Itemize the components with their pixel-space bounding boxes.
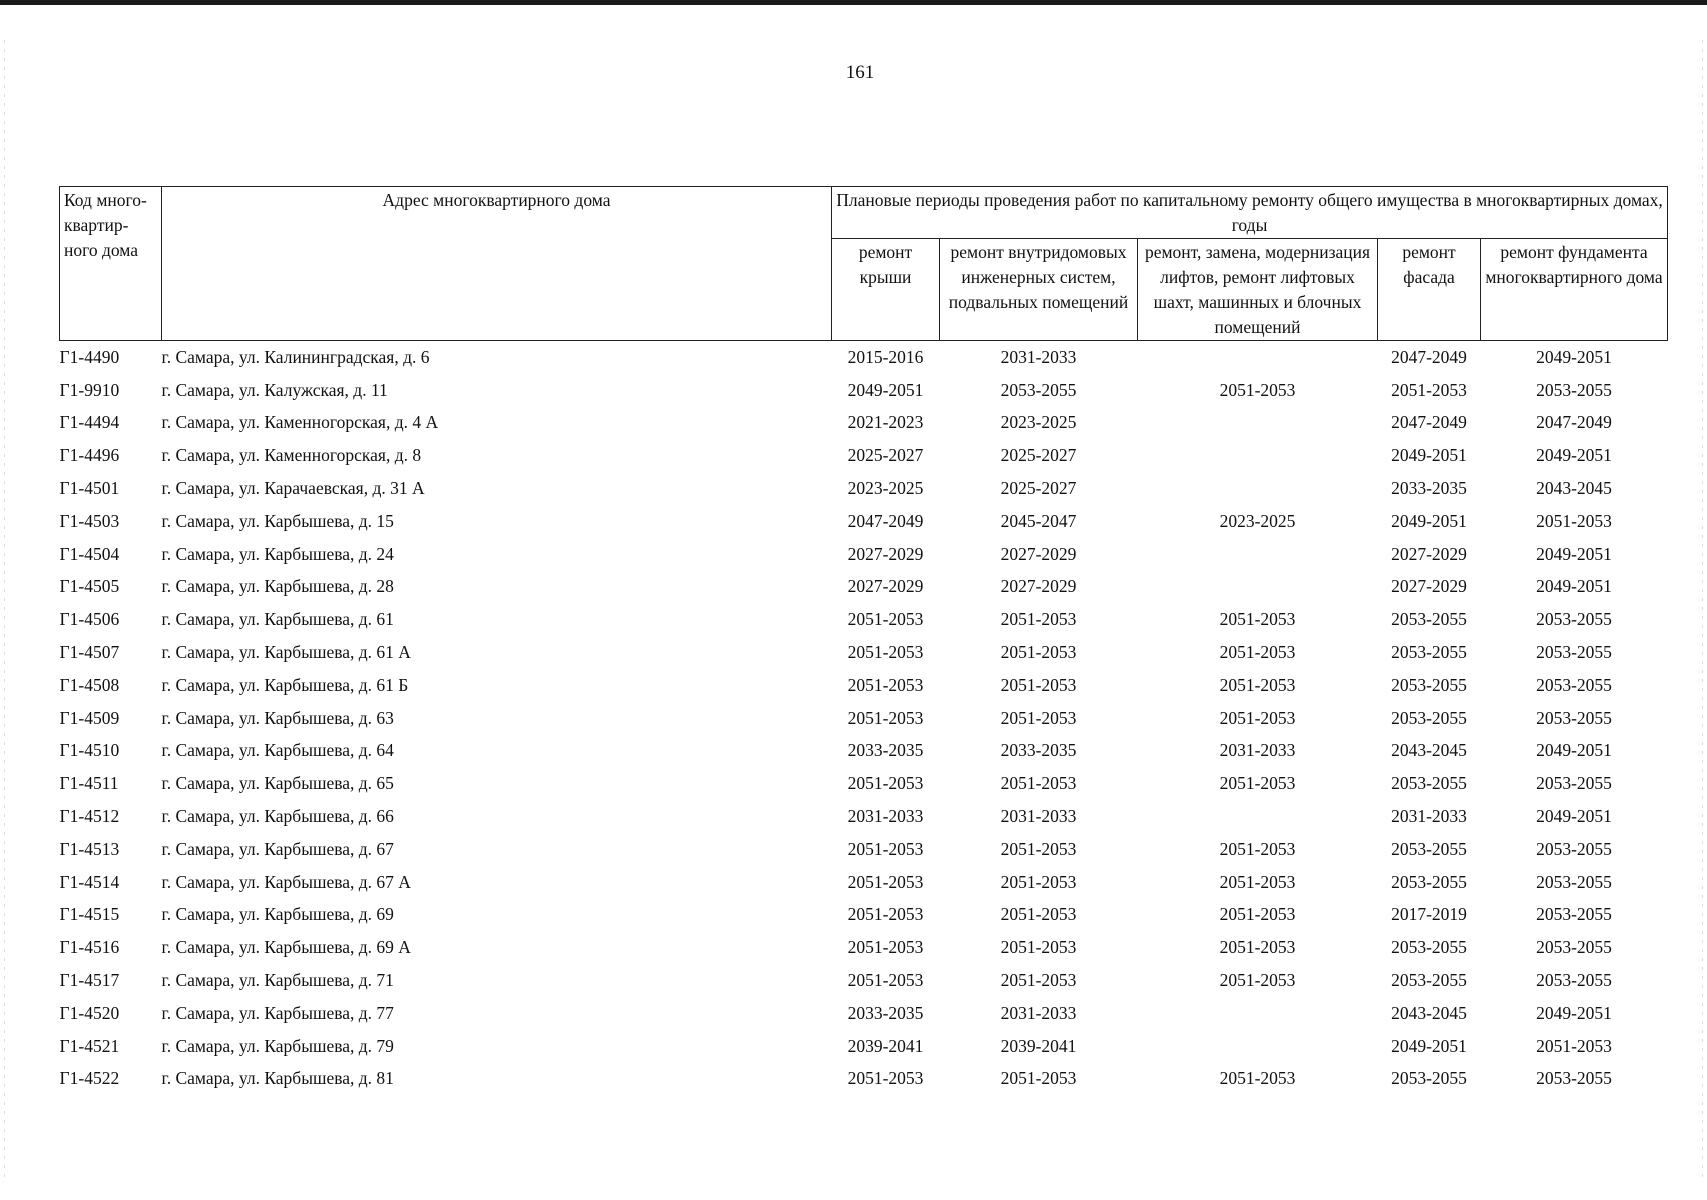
- cell-roof: 2051-2053: [847, 937, 924, 958]
- cell-roof: 2025-2027: [847, 445, 924, 466]
- cell-roof: 2051-2053: [847, 609, 924, 630]
- cell-elevators: 2051-2053: [1219, 970, 1296, 991]
- cell-facade: 2049-2051: [1391, 445, 1467, 466]
- cell-address: г. Самара, ул. Карбышева, д. 66: [161, 806, 394, 827]
- cell-foundation: 2043-2045: [1536, 478, 1612, 499]
- cell-address: г. Самара, ул. Карбышева, д. 61 Б: [161, 674, 409, 695]
- cell-elevators: 2051-2053: [1219, 773, 1296, 794]
- cell-elevators: [1138, 439, 1378, 472]
- cell-facade: 2031-2033: [1391, 806, 1467, 827]
- cell-foundation: 2049-2051: [1536, 740, 1612, 761]
- cell-code: Г1-4507: [59, 642, 120, 663]
- cell-engineering: 2051-2053: [1000, 871, 1077, 892]
- cell-facade: 2053-2055: [1391, 642, 1467, 663]
- cell-elevators: [1138, 997, 1378, 1030]
- capital-repair-schedule-table: [59, 186, 1668, 1095]
- cell-facade: 2053-2055: [1391, 773, 1467, 794]
- cell-code: Г1-4511: [59, 773, 119, 794]
- cell-elevators: [1138, 538, 1378, 571]
- table-row: [60, 571, 1668, 604]
- cell-roof: 2023-2025: [847, 478, 924, 499]
- table-row: [60, 1063, 1668, 1096]
- cell-roof: 2047-2049: [847, 510, 924, 531]
- cell-code: Г1-4503: [59, 510, 120, 531]
- cell-elevators: 2051-2053: [1219, 707, 1296, 728]
- cell-facade: 2053-2055: [1391, 871, 1467, 892]
- cell-foundation: 2053-2055: [1536, 707, 1612, 728]
- table-row: [60, 735, 1668, 768]
- cell-engineering: 2031-2033: [1000, 346, 1077, 367]
- cell-elevators: 2023-2025: [1219, 510, 1296, 531]
- cell-code: Г1-4508: [59, 674, 120, 695]
- cell-roof: 2051-2053: [847, 642, 924, 663]
- header-facade: ремонт фасада: [1378, 239, 1481, 341]
- cell-engineering: 2051-2053: [1000, 773, 1077, 794]
- cell-address: г. Самара, ул. Карбышева, д. 67 А: [161, 871, 411, 892]
- table-row: [60, 636, 1668, 669]
- cell-roof: 2051-2053: [847, 970, 924, 991]
- cell-code: Г1-4512: [59, 806, 120, 827]
- cell-facade: 2033-2035: [1391, 478, 1467, 499]
- cell-code: Г1-4510: [59, 740, 120, 761]
- table-row: [60, 899, 1668, 932]
- cell-foundation: 2053-2055: [1536, 838, 1612, 859]
- table-row: [60, 669, 1668, 702]
- table-row: [60, 407, 1668, 440]
- cell-engineering: 2039-2041: [1000, 1035, 1077, 1056]
- cell-roof: 2027-2029: [847, 543, 924, 564]
- cell-roof: 2051-2053: [847, 904, 924, 925]
- scan-edge-left: [4, 40, 5, 1180]
- header-engineering: ремонт внутридомовых инженерных систем, подвальных помещений: [940, 239, 1138, 341]
- table-row: [60, 833, 1668, 866]
- cell-engineering: 2023-2025: [1000, 412, 1077, 433]
- cell-code: Г1-4514: [59, 871, 120, 892]
- table-row: [60, 505, 1668, 538]
- cell-foundation: 2053-2055: [1536, 1068, 1612, 1089]
- cell-foundation: 2053-2055: [1536, 674, 1612, 695]
- cell-facade: 2027-2029: [1391, 543, 1467, 564]
- cell-facade: 2053-2055: [1391, 970, 1467, 991]
- cell-address: г. Самара, ул. Карбышева, д. 15: [161, 510, 394, 531]
- cell-foundation: 2053-2055: [1536, 642, 1612, 663]
- cell-elevators: [1138, 1030, 1378, 1063]
- cell-code: Г1-4522: [59, 1068, 120, 1089]
- cell-code: Г1-4504: [59, 543, 120, 564]
- table-row: [60, 964, 1668, 997]
- cell-foundation: 2053-2055: [1536, 379, 1612, 400]
- cell-elevators: [1138, 472, 1378, 505]
- top-border-rule: [0, 0, 1707, 5]
- table-row: [60, 1030, 1668, 1063]
- cell-roof: 2021-2023: [847, 412, 924, 433]
- cell-engineering: 2025-2027: [1000, 478, 1077, 499]
- cell-code: Г1-4520: [59, 1002, 120, 1023]
- cell-facade: 2053-2055: [1391, 609, 1467, 630]
- cell-elevators: 2051-2053: [1219, 838, 1296, 859]
- cell-facade: 2047-2049: [1391, 346, 1467, 367]
- cell-elevators: [1138, 800, 1378, 833]
- cell-address: г. Самара, ул. Каменногорская, д. 4 А: [161, 412, 439, 433]
- cell-foundation: 2049-2051: [1536, 346, 1612, 367]
- table-row: [60, 341, 1668, 374]
- cell-code: Г1-4505: [59, 576, 120, 597]
- cell-foundation: 2053-2055: [1536, 970, 1612, 991]
- cell-engineering: 2031-2033: [1000, 1002, 1077, 1023]
- cell-facade: 2017-2019: [1391, 904, 1467, 925]
- cell-elevators: 2051-2053: [1219, 642, 1296, 663]
- cell-address: г. Самара, ул. Карбышева, д. 63: [161, 707, 394, 728]
- cell-foundation: 2051-2053: [1536, 510, 1612, 531]
- table-row: [60, 439, 1668, 472]
- cell-address: г. Самара, ул. Карбышева, д. 67: [161, 838, 394, 859]
- header-code: Код много-квартир-ного дома: [60, 187, 162, 341]
- cell-code: Г1-4506: [59, 609, 120, 630]
- cell-foundation: 2049-2051: [1536, 806, 1612, 827]
- table-row: [60, 472, 1668, 505]
- cell-engineering: 2027-2029: [1000, 576, 1077, 597]
- cell-roof: 2051-2053: [847, 707, 924, 728]
- cell-elevators: [1138, 341, 1378, 374]
- cell-engineering: 2045-2047: [1000, 510, 1077, 531]
- cell-roof: 2051-2053: [847, 838, 924, 859]
- cell-facade: 2049-2051: [1391, 1035, 1467, 1056]
- cell-address: г. Самара, ул. Карбышева, д. 61 А: [161, 642, 411, 663]
- cell-foundation: 2053-2055: [1536, 609, 1612, 630]
- cell-foundation: 2053-2055: [1536, 773, 1612, 794]
- cell-foundation: 2053-2055: [1536, 871, 1612, 892]
- cell-foundation: 2051-2053: [1536, 1035, 1612, 1056]
- cell-code: Г1-4496: [59, 445, 120, 466]
- table-row: [60, 603, 1668, 636]
- table-header: [60, 187, 1668, 341]
- cell-facade: 2053-2055: [1391, 674, 1467, 695]
- cell-engineering: 2051-2053: [1000, 838, 1077, 859]
- table-row: [60, 374, 1668, 407]
- scan-edge-right: [1702, 40, 1703, 1180]
- cell-engineering: 2051-2053: [1000, 674, 1077, 695]
- table-row: [60, 767, 1668, 800]
- cell-facade: 2047-2049: [1391, 412, 1467, 433]
- cell-roof: 2027-2029: [847, 576, 924, 597]
- header-roof: ремонт крыши: [832, 239, 940, 341]
- cell-roof: 2015-2016: [847, 346, 924, 367]
- cell-roof: 2051-2053: [847, 871, 924, 892]
- cell-foundation: 2047-2049: [1536, 412, 1612, 433]
- cell-engineering: 2031-2033: [1000, 806, 1077, 827]
- table-row: [60, 702, 1668, 735]
- cell-roof: 2051-2053: [847, 1068, 924, 1089]
- cell-address: г. Самара, ул. Карбышева, д. 24: [161, 543, 394, 564]
- cell-elevators: 2051-2053: [1219, 937, 1296, 958]
- table-row: [60, 997, 1668, 1030]
- cell-engineering: 2027-2029: [1000, 543, 1077, 564]
- cell-address: г. Самара, ул. Каменногорская, д. 8: [161, 445, 422, 466]
- cell-foundation: 2049-2051: [1536, 543, 1612, 564]
- cell-roof: 2049-2051: [847, 379, 924, 400]
- cell-address: г. Самара, ул. Карбышева, д. 65: [161, 773, 394, 794]
- header-address: Адрес многоквартирного дома: [162, 187, 832, 341]
- cell-address: г. Самара, ул. Карбышева, д. 81: [161, 1068, 394, 1089]
- cell-foundation: 2049-2051: [1536, 445, 1612, 466]
- cell-code: Г1-4517: [59, 970, 120, 991]
- cell-address: г. Самара, ул. Калужская, д. 11: [161, 379, 388, 400]
- cell-facade: 2051-2053: [1391, 379, 1467, 400]
- cell-address: г. Самара, ул. Карбышева, д. 64: [161, 740, 394, 761]
- table-body: [60, 341, 1668, 1096]
- header-elevators: ремонт, замена, модернизация лифтов, ремонт лифтовых шахт, машинных и блочных помещений: [1138, 239, 1378, 341]
- cell-facade: 2043-2045: [1391, 740, 1467, 761]
- cell-engineering: 2051-2053: [1000, 937, 1077, 958]
- cell-engineering: 2033-2035: [1000, 740, 1077, 761]
- cell-facade: 2053-2055: [1391, 937, 1467, 958]
- cell-facade: 2049-2051: [1391, 510, 1467, 531]
- cell-roof: 2033-2035: [847, 1002, 924, 1023]
- table-row: [60, 538, 1668, 571]
- cell-elevators: [1138, 571, 1378, 604]
- cell-engineering: 2051-2053: [1000, 707, 1077, 728]
- cell-address: г. Самара, ул. Карбышева, д. 69: [161, 904, 394, 925]
- cell-code: Г1-9910: [59, 379, 120, 400]
- cell-engineering: 2051-2053: [1000, 970, 1077, 991]
- cell-elevators: 2051-2053: [1219, 674, 1296, 695]
- cell-roof: 2051-2053: [847, 773, 924, 794]
- cell-engineering: 2051-2053: [1000, 609, 1077, 630]
- cell-elevators: [1138, 407, 1378, 440]
- header-foundation: ремонт фундамента многоквартирного дома: [1481, 239, 1668, 341]
- cell-code: Г1-4501: [59, 478, 120, 499]
- cell-elevators: 2051-2053: [1219, 609, 1296, 630]
- cell-code: Г1-4516: [59, 937, 120, 958]
- header-periods-group: Плановые периоды проведения работ по капитальному ремонту общего имущества в многоквартирных домах, годы: [832, 187, 1668, 239]
- cell-elevators: 2051-2053: [1219, 1068, 1296, 1089]
- cell-code: Г1-4521: [59, 1035, 120, 1056]
- cell-code: Г1-4509: [59, 707, 120, 728]
- page-number: 161: [845, 62, 875, 83]
- table-row: [60, 866, 1668, 899]
- cell-facade: 2053-2055: [1391, 838, 1467, 859]
- cell-address: г. Самара, ул. Карбышева, д. 71: [161, 970, 394, 991]
- cell-elevators: 2051-2053: [1219, 871, 1296, 892]
- cell-code: Г1-4515: [59, 904, 120, 925]
- header-row-group: [60, 187, 1668, 239]
- cell-elevators: 2031-2033: [1219, 740, 1296, 761]
- cell-code: Г1-4490: [59, 346, 120, 367]
- cell-roof: 2039-2041: [847, 1035, 924, 1056]
- cell-facade: 2043-2045: [1391, 1002, 1467, 1023]
- cell-foundation: 2049-2051: [1536, 576, 1612, 597]
- cell-address: г. Самара, ул. Карбышева, д. 77: [161, 1002, 394, 1023]
- cell-engineering: 2051-2053: [1000, 904, 1077, 925]
- cell-facade: 2053-2055: [1391, 1068, 1467, 1089]
- cell-address: г. Самара, ул. Карбышева, д. 69 А: [161, 937, 411, 958]
- cell-engineering: 2051-2053: [1000, 1068, 1077, 1089]
- cell-engineering: 2025-2027: [1000, 445, 1077, 466]
- table-row: [60, 800, 1668, 833]
- cell-code: Г1-4513: [59, 838, 120, 859]
- cell-facade: 2027-2029: [1391, 576, 1467, 597]
- cell-code: Г1-4494: [59, 412, 120, 433]
- cell-address: г. Самара, ул. Калининградская, д. 6: [161, 346, 430, 367]
- cell-roof: 2033-2035: [847, 740, 924, 761]
- cell-elevators: 2051-2053: [1219, 379, 1296, 400]
- cell-foundation: 2053-2055: [1536, 937, 1612, 958]
- cell-foundation: 2049-2051: [1536, 1002, 1612, 1023]
- cell-roof: 2031-2033: [847, 806, 924, 827]
- cell-address: г. Самара, ул. Карбышева, д. 61: [161, 609, 394, 630]
- cell-address: г. Самара, ул. Карбышева, д. 28: [161, 576, 394, 597]
- table-row: [60, 931, 1668, 964]
- cell-engineering: 2053-2055: [1000, 379, 1077, 400]
- cell-address: г. Самара, ул. Карбышева, д. 79: [161, 1035, 394, 1056]
- cell-elevators: 2051-2053: [1219, 904, 1296, 925]
- cell-foundation: 2053-2055: [1536, 904, 1612, 925]
- cell-roof: 2051-2053: [847, 674, 924, 695]
- cell-engineering: 2051-2053: [1000, 642, 1077, 663]
- cell-facade: 2053-2055: [1391, 707, 1467, 728]
- cell-address: г. Самара, ул. Карачаевская, д. 31 А: [161, 478, 425, 499]
